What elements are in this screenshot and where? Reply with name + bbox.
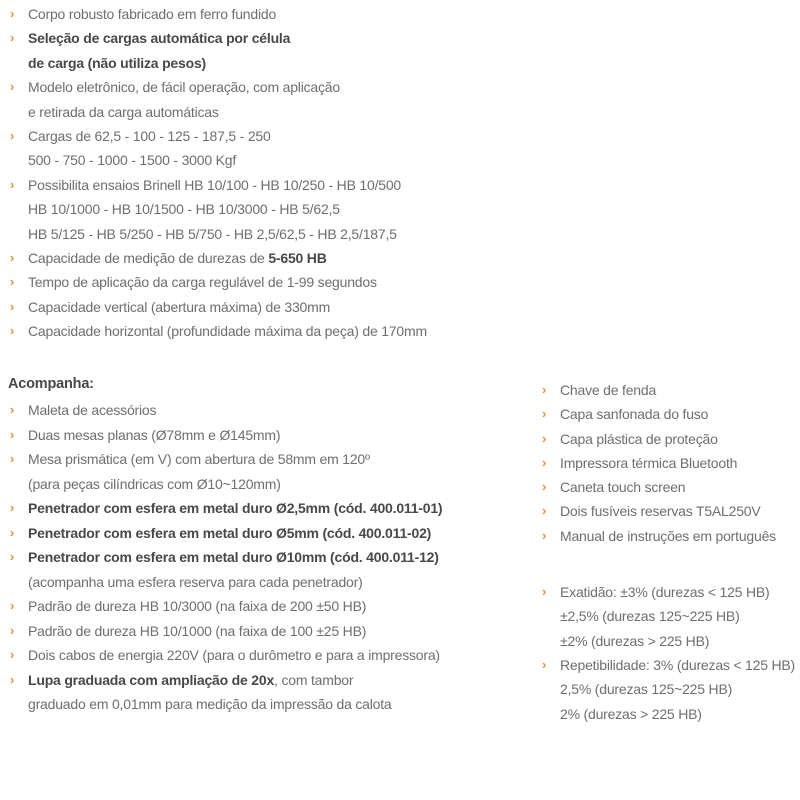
included-item xyxy=(540,427,798,451)
included-right-column xyxy=(540,378,798,726)
included-item-continuation xyxy=(8,570,533,595)
feature-text: HB 5/125 - HB 5/250 - HB 5/750 - HB 2,5/62,5 - HB 2,5/187,5 xyxy=(28,225,397,242)
accuracy-list xyxy=(540,580,798,726)
accuracy-text: ±2,5% (durezas 125~225 HB) xyxy=(560,608,740,625)
chevron-bullet-icon: › xyxy=(10,79,15,95)
chevron-bullet-icon: › xyxy=(10,250,15,266)
included-item xyxy=(8,423,533,448)
included-item xyxy=(8,668,533,693)
chevron-bullet-icon: › xyxy=(10,524,15,540)
chevron-bullet-icon: › xyxy=(10,6,15,21)
included-text: Impressora térmica Bluetooth xyxy=(560,454,738,471)
included-item xyxy=(8,521,533,546)
accuracy-text: 2% (durezas > 225 HB) xyxy=(560,705,702,722)
included-item xyxy=(540,524,798,548)
included-text: Dois fusíveis reservas T5AL250V xyxy=(560,503,761,520)
included-text: Capa plástica de proteção xyxy=(560,430,718,447)
included-item-continuation xyxy=(8,472,533,497)
feature-text: Capacidade horizontal (profundidade máxima da peça) de 170mm xyxy=(28,323,427,340)
feature-text: Capacidade vertical (abertura máxima) de 330mm xyxy=(28,298,331,315)
included-text: (para peças cilíndricas com Ø10~120mm) xyxy=(28,475,281,492)
included-text: Duas mesas planas (Ø78mm e Ø145mm) xyxy=(28,426,281,443)
included-emphasis: Lupa graduada com ampliação de 20x xyxy=(28,671,275,688)
feature-text: 500 - 750 - 1000 - 1500 - 3000 Kgf xyxy=(28,152,237,169)
feature-item xyxy=(8,75,528,99)
chevron-bullet-icon: › xyxy=(542,656,547,672)
accuracy-item-continuation xyxy=(540,677,798,701)
included-text: Penetrador com esfera em metal duro Ø10mm (cód. 400.011-12) xyxy=(28,549,439,565)
included-item-continuation xyxy=(8,692,533,717)
included-item xyxy=(8,619,533,644)
included-section xyxy=(8,372,533,717)
chevron-bullet-icon: › xyxy=(10,128,15,144)
chevron-bullet-icon: › xyxy=(10,30,15,46)
feature-text: Capacidade de medição de durezas de xyxy=(28,250,269,267)
chevron-bullet-icon: › xyxy=(542,479,547,495)
included-text: (acompanha uma esfera reserva para cada penetrador) xyxy=(28,573,363,590)
chevron-bullet-icon: › xyxy=(10,298,15,314)
accuracy-item-continuation xyxy=(540,604,798,628)
feature-emphasis: 5-650 HB xyxy=(268,250,327,267)
chevron-bullet-icon: › xyxy=(10,402,15,417)
feature-item xyxy=(8,246,528,270)
included-text: Dois cabos de energia 220V (para o durômetro e para a impressora) xyxy=(28,647,440,663)
included-item xyxy=(8,643,533,668)
feature-text: HB 10/1000 - HB 10/1500 - HB 10/3000 - HB 5/62,5 xyxy=(28,201,340,218)
feature-item xyxy=(8,319,528,343)
feature-text: Modelo eletrônico, de fácil operação, com aplicação xyxy=(28,79,340,96)
chevron-bullet-icon: › xyxy=(10,500,15,515)
feature-item xyxy=(8,26,528,50)
feature-item-continuation xyxy=(8,148,528,172)
included-text: graduado em 0,01mm para medição da impressão da calota xyxy=(28,696,392,712)
accuracy-text: Repetibilidade: 3% (durezas < 125 HB) xyxy=(560,656,796,673)
feature-text: Seleção de cargas automática por célula xyxy=(28,30,291,47)
included-item xyxy=(8,447,533,472)
included-text: Padrão de dureza HB 10/1000 (na faixa de 100 ±25 HB) xyxy=(28,622,367,639)
feature-item xyxy=(8,124,528,148)
included-text: Penetrador com esfera em metal duro Ø2,5mm (cód. 400.011-01) xyxy=(28,500,443,516)
included-item xyxy=(540,499,798,523)
feature-item xyxy=(8,295,528,319)
accuracy-text: ±2% (durezas > 225 HB) xyxy=(560,632,710,649)
chevron-bullet-icon: › xyxy=(10,323,15,339)
accuracy-text: Exatidão: ±3% (durezas < 125 HB) xyxy=(560,584,770,601)
features-list xyxy=(8,2,528,344)
feature-text: e retirada da carga automáticas xyxy=(28,103,219,120)
included-heading: Acompanha: xyxy=(8,376,94,392)
chevron-bullet-icon: › xyxy=(10,622,15,638)
included-item xyxy=(8,398,533,423)
included-text: Chave de fenda xyxy=(560,382,657,398)
included-item xyxy=(8,594,533,619)
chevron-bullet-icon: › xyxy=(10,176,15,192)
included-text: , com tambor xyxy=(274,671,354,688)
included-text: Manual de instruções em português xyxy=(560,527,776,544)
feature-text: Cargas de 62,5 - 100 - 125 - 187,5 - 250 xyxy=(28,128,271,145)
chevron-bullet-icon: › xyxy=(542,503,547,519)
feature-text: Tempo de aplicação da carga regulável de 1-99 segundos xyxy=(28,274,377,291)
feature-text: de carga (não utiliza pesos) xyxy=(28,54,206,71)
included-item xyxy=(8,496,533,521)
chevron-bullet-icon: › xyxy=(542,527,547,543)
included-item xyxy=(540,475,798,499)
chevron-bullet-icon: › xyxy=(10,274,15,290)
chevron-bullet-icon: › xyxy=(10,451,15,466)
accuracy-item xyxy=(540,653,798,677)
feature-item xyxy=(8,173,528,197)
chevron-bullet-icon: › xyxy=(10,647,15,662)
included-item xyxy=(540,402,798,426)
feature-text: Corpo robusto fabricado em ferro fundido xyxy=(28,6,277,22)
chevron-bullet-icon: › xyxy=(542,406,547,422)
feature-item-continuation xyxy=(8,100,528,124)
chevron-bullet-icon: › xyxy=(542,430,547,446)
chevron-bullet-icon: › xyxy=(10,598,15,613)
included-item xyxy=(540,451,798,475)
feature-item-continuation xyxy=(8,222,528,246)
included-text: Padrão de dureza HB 10/3000 (na faixa de 200 ±50 HB) xyxy=(28,598,367,614)
included-text: Caneta touch screen xyxy=(560,479,686,496)
included-item xyxy=(540,378,798,402)
feature-item xyxy=(8,270,528,294)
accuracy-item xyxy=(540,580,798,604)
chevron-bullet-icon: › xyxy=(10,671,15,687)
included-right-list xyxy=(540,378,798,548)
feature-item xyxy=(8,2,528,26)
chevron-bullet-icon: › xyxy=(10,549,15,564)
feature-item-continuation xyxy=(8,197,528,221)
chevron-bullet-icon: › xyxy=(542,454,547,470)
included-text: Maleta de acessórios xyxy=(28,402,157,418)
included-text: Mesa prismática (em V) com abertura de 58mm em 120º xyxy=(28,451,370,467)
included-item xyxy=(8,545,533,570)
included-text: Capa sanfonada do fuso xyxy=(560,406,709,423)
chevron-bullet-icon: › xyxy=(10,426,15,442)
accuracy-text: 2,5% (durezas 125~225 HB) xyxy=(560,681,733,698)
accuracy-item-continuation xyxy=(540,702,798,726)
included-text: Penetrador com esfera em metal duro Ø5mm (cód. 400.011-02) xyxy=(28,524,432,541)
feature-item-continuation xyxy=(8,51,528,75)
chevron-bullet-icon: › xyxy=(542,382,547,397)
chevron-bullet-icon: › xyxy=(542,584,547,600)
feature-text: Possibilita ensaios Brinell HB 10/100 - HB 10/250 - HB 10/500 xyxy=(28,176,402,193)
accuracy-item-continuation xyxy=(540,629,798,653)
